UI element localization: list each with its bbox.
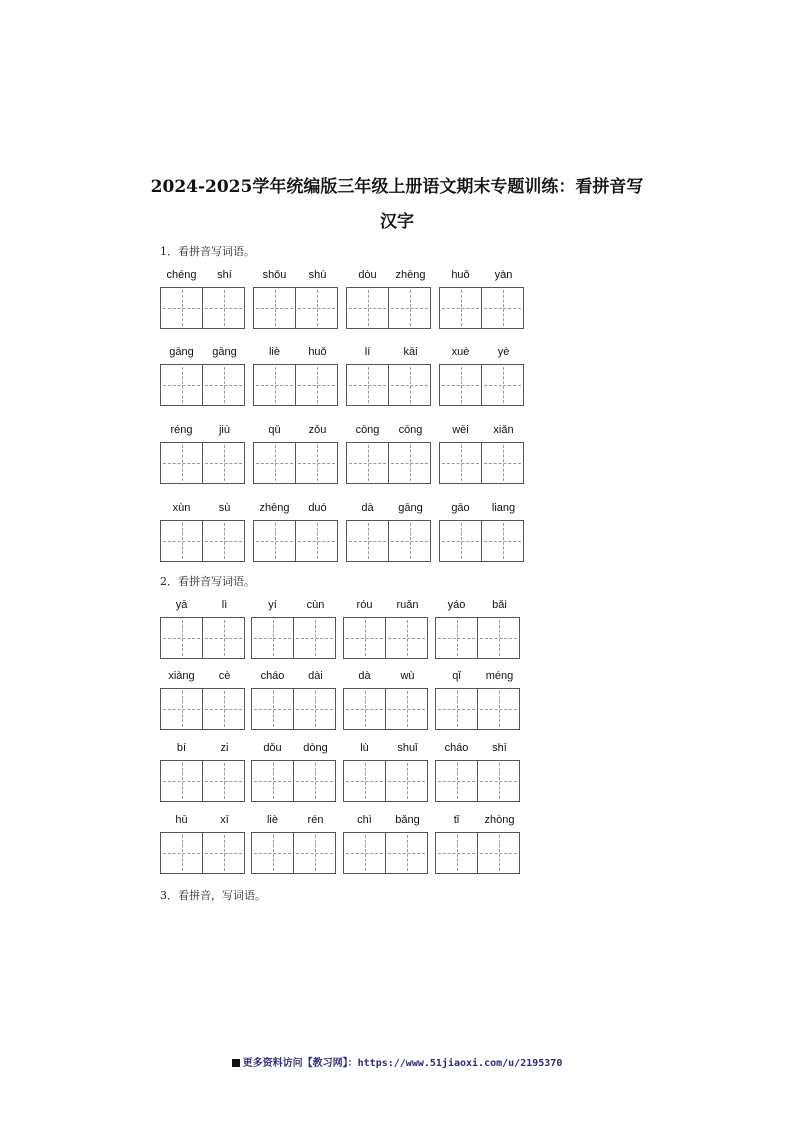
writing-cell[interactable] <box>477 832 520 874</box>
pinyin-label: dà <box>358 670 371 682</box>
pinyin-label: zhòng <box>484 814 515 826</box>
pinyin-label: rén <box>307 814 324 826</box>
pinyin-label: yàn <box>494 269 513 281</box>
pinyin-label: shí <box>217 269 232 281</box>
writing-cell[interactable] <box>202 364 245 406</box>
writing-cell[interactable] <box>477 617 520 659</box>
pinyin-label: dòu <box>358 269 377 281</box>
word-item <box>160 346 246 408</box>
writing-cell[interactable] <box>388 364 431 406</box>
word-item <box>343 742 429 804</box>
word-item <box>253 346 339 408</box>
footer-link[interactable] <box>0 1054 794 1069</box>
writing-cell[interactable] <box>253 287 296 329</box>
word-item <box>160 269 246 331</box>
pinyin-label: róu <box>356 599 373 611</box>
footer-text: 更多资料访问【教习网】：https://www.51jiaoxi.com/u/2195370 <box>242 1058 563 1069</box>
writing-cell[interactable] <box>202 688 245 730</box>
writing-cell[interactable] <box>253 520 296 562</box>
question-2-label: 2．看拼音写词语。 <box>160 575 255 588</box>
pinyin-label: dài <box>308 670 323 682</box>
word-item <box>435 599 521 661</box>
pinyin-label: xī <box>220 814 229 826</box>
word-item <box>253 424 339 486</box>
pinyin-label: cháo <box>444 742 469 754</box>
word-item <box>346 269 432 331</box>
writing-cell[interactable] <box>160 287 203 329</box>
writing-cell[interactable] <box>346 442 389 484</box>
pinyin-label: liè <box>268 346 280 358</box>
pinyin-label: xùn <box>172 502 191 514</box>
writing-cell[interactable] <box>293 617 336 659</box>
word-item <box>343 599 429 661</box>
writing-cell[interactable] <box>481 287 524 329</box>
writing-cell[interactable] <box>439 364 482 406</box>
pinyin-label: cè <box>218 670 231 682</box>
word-item <box>346 346 432 408</box>
writing-cell[interactable] <box>385 617 428 659</box>
pinyin-label: zǒu <box>308 424 327 436</box>
writing-cell[interactable] <box>251 688 294 730</box>
word-item <box>435 670 521 732</box>
word-item <box>253 269 339 331</box>
writing-cell[interactable] <box>346 364 389 406</box>
writing-cell[interactable] <box>477 688 520 730</box>
writing-cell[interactable] <box>295 287 338 329</box>
pinyin-label: gāo <box>451 502 470 514</box>
writing-cell[interactable] <box>202 287 245 329</box>
pinyin-label: qǐ <box>452 670 461 682</box>
word-item <box>439 424 525 486</box>
writing-cell[interactable] <box>202 832 245 874</box>
writing-cell[interactable] <box>295 442 338 484</box>
writing-cell[interactable] <box>343 688 386 730</box>
pinyin-label: cōng <box>398 424 423 436</box>
word-item <box>160 814 246 876</box>
word-item <box>439 269 525 331</box>
pinyin-label: jiù <box>218 424 230 436</box>
writing-cell[interactable] <box>160 760 203 802</box>
word-item <box>160 424 246 486</box>
word-item <box>251 670 337 732</box>
word-item <box>439 346 525 408</box>
pinyin-label: liè <box>266 814 278 826</box>
pinyin-label: sù <box>218 502 231 514</box>
pinyin-label: chéng <box>166 269 197 281</box>
pinyin-label: bǎi <box>492 599 507 611</box>
writing-cell[interactable] <box>295 364 338 406</box>
pinyin-label: hū <box>175 814 188 826</box>
writing-cell[interactable] <box>160 832 203 874</box>
writing-cell[interactable] <box>293 688 336 730</box>
pinyin-label: duó <box>308 502 327 514</box>
pinyin-label: xiàng <box>168 670 195 682</box>
pinyin-label: ruǎn <box>396 599 419 611</box>
pinyin-label: kāi <box>403 346 418 358</box>
pinyin-label: réng <box>170 424 193 436</box>
writing-cell[interactable] <box>439 287 482 329</box>
writing-cell[interactable] <box>481 520 524 562</box>
writing-cell[interactable] <box>251 832 294 874</box>
writing-cell[interactable] <box>481 442 524 484</box>
pinyin-label: shuǐ <box>397 742 418 754</box>
pinyin-label: gāng <box>169 346 194 358</box>
pinyin-label: shī <box>492 742 507 754</box>
pinyin-label: lù <box>360 742 369 754</box>
word-item <box>160 742 246 804</box>
writing-cell[interactable] <box>435 832 478 874</box>
writing-cell[interactable] <box>160 364 203 406</box>
pinyin-label: cháo <box>260 670 285 682</box>
word-item <box>251 814 337 876</box>
pinyin-label: gāng <box>212 346 237 358</box>
pinyin-label: lì <box>221 599 228 611</box>
pinyin-label: dǒu <box>263 742 282 754</box>
writing-cell[interactable] <box>253 364 296 406</box>
flag-icon <box>232 1059 240 1067</box>
pinyin-label: xuè <box>451 346 470 358</box>
writing-cell[interactable] <box>385 688 428 730</box>
writing-cell[interactable] <box>385 832 428 874</box>
page-title-line2: 汉字 <box>380 212 414 232</box>
writing-cell[interactable] <box>346 287 389 329</box>
writing-cell[interactable] <box>388 520 431 562</box>
pinyin-label: zhēng <box>259 502 290 514</box>
word-item <box>343 670 429 732</box>
word-item <box>251 599 337 661</box>
writing-cell[interactable] <box>439 520 482 562</box>
pinyin-label: méng <box>485 670 514 682</box>
word-item <box>435 814 521 876</box>
question-3-label: 3．看拼音，写词语。 <box>160 889 266 902</box>
writing-cell[interactable] <box>343 617 386 659</box>
pinyin-label: wēi <box>452 424 469 436</box>
writing-cell[interactable] <box>343 760 386 802</box>
writing-cell[interactable] <box>293 832 336 874</box>
writing-cell[interactable] <box>160 617 203 659</box>
writing-cell[interactable] <box>202 442 245 484</box>
word-item <box>343 814 429 876</box>
pinyin-label: lí <box>364 346 371 358</box>
question-1-label: 1．看拼音写词语。 <box>160 245 255 258</box>
word-item <box>346 424 432 486</box>
word-item <box>253 502 339 564</box>
writing-cell[interactable] <box>202 760 245 802</box>
writing-cell[interactable] <box>435 688 478 730</box>
pinyin-label: qǔ <box>268 424 281 436</box>
pinyin-label: huǒ <box>451 269 470 281</box>
word-item <box>160 502 246 564</box>
pinyin-label: huǒ <box>308 346 327 358</box>
pinyin-label: cùn <box>306 599 325 611</box>
pinyin-label: gāng <box>398 502 423 514</box>
pinyin-label: zi <box>220 742 229 754</box>
pinyin-label: yáo <box>447 599 466 611</box>
writing-cell[interactable] <box>388 287 431 329</box>
pinyin-label: shù <box>308 269 327 281</box>
word-item <box>160 670 246 732</box>
pinyin-label: chì <box>357 814 372 826</box>
writing-cell[interactable] <box>251 760 294 802</box>
pinyin-label: yí <box>268 599 277 611</box>
writing-cell[interactable] <box>385 760 428 802</box>
writing-cell[interactable] <box>293 760 336 802</box>
word-item <box>251 742 337 804</box>
writing-cell[interactable] <box>346 520 389 562</box>
pinyin-label: dòng <box>303 742 328 754</box>
pinyin-label: zhēng <box>395 269 426 281</box>
pinyin-label: bí <box>176 742 187 754</box>
writing-cell[interactable] <box>202 520 245 562</box>
word-item <box>346 502 432 564</box>
word-item <box>160 599 246 661</box>
writing-cell[interactable] <box>435 760 478 802</box>
writing-cell[interactable] <box>253 442 296 484</box>
pinyin-label: cōng <box>355 424 380 436</box>
pinyin-label: tǐ <box>453 814 460 826</box>
writing-cell[interactable] <box>160 688 203 730</box>
pinyin-label: xiǎn <box>493 424 514 436</box>
writing-cell[interactable] <box>481 364 524 406</box>
writing-cell[interactable] <box>343 832 386 874</box>
page-title-line1: 2024-2025学年统编版三年级上册语文期末专题训练：看拼音写 <box>150 177 644 197</box>
pinyin-label: wù <box>400 670 415 682</box>
writing-cell[interactable] <box>251 617 294 659</box>
pinyin-label: bǎng <box>395 814 420 826</box>
writing-cell[interactable] <box>477 760 520 802</box>
pinyin-label: dà <box>361 502 374 514</box>
pinyin-label: yā <box>175 599 188 611</box>
writing-cell[interactable] <box>388 442 431 484</box>
pinyin-label: liang <box>491 502 516 514</box>
writing-cell[interactable] <box>439 442 482 484</box>
word-item <box>435 742 521 804</box>
word-item <box>439 502 525 564</box>
writing-cell[interactable] <box>160 442 203 484</box>
pinyin-label: shǒu <box>262 269 287 281</box>
writing-cell[interactable] <box>160 520 203 562</box>
writing-cell[interactable] <box>295 520 338 562</box>
writing-cell[interactable] <box>202 617 245 659</box>
pinyin-label: yè <box>497 346 510 358</box>
writing-cell[interactable] <box>435 617 478 659</box>
